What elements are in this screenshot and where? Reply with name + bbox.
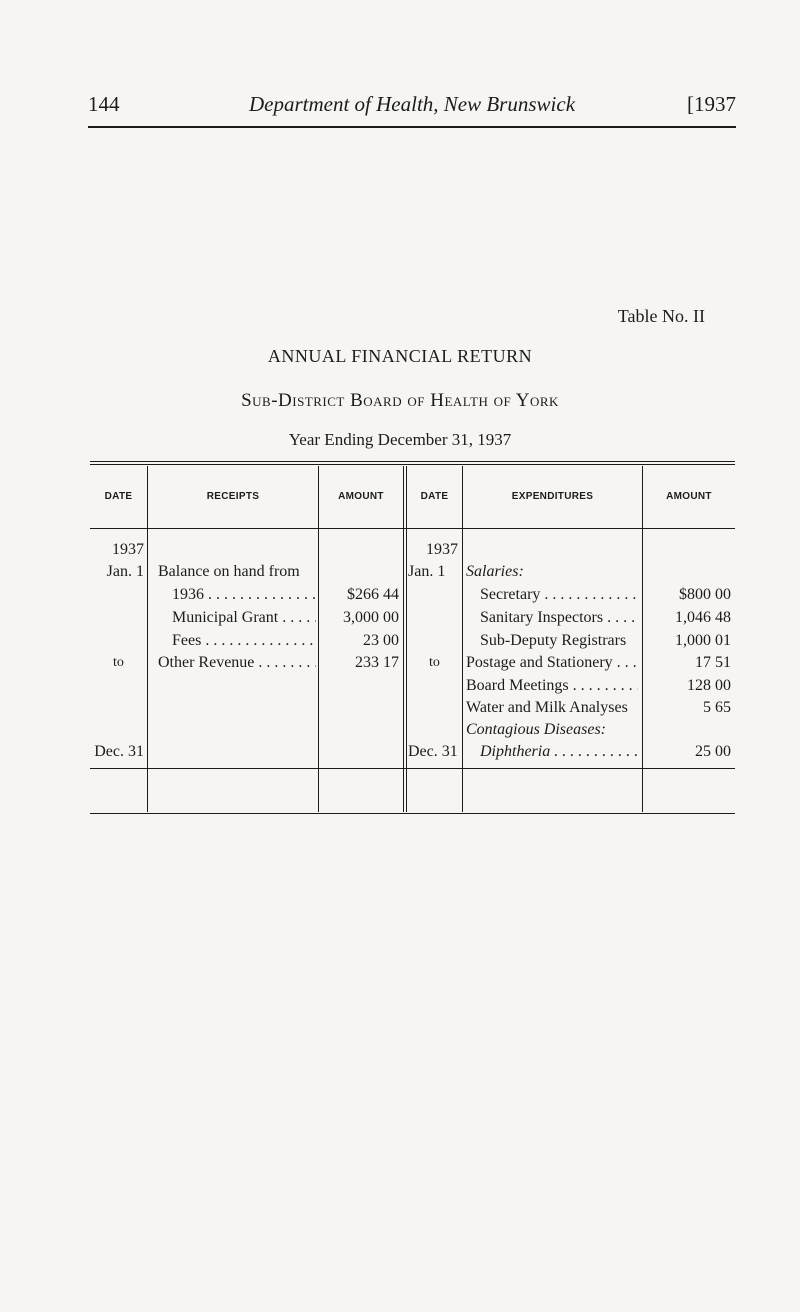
amount-value: 17 51 — [695, 654, 731, 671]
amount-value: 128 00 — [687, 677, 731, 694]
amount-value: 23 00 — [363, 632, 399, 649]
header-rule — [88, 126, 736, 128]
list-item: Balance on hand from — [158, 563, 300, 580]
amount-value: 1,000 01 — [675, 632, 731, 649]
section-heading: Contagious Diseases: — [466, 721, 606, 738]
list-item: Sub-Deputy Registrars — [480, 632, 627, 649]
page-number: 144 — [88, 92, 120, 116]
col-divider — [147, 466, 148, 812]
list-item: Board Meetings . . . — [466, 675, 638, 697]
amount-value: 1,046 48 — [675, 609, 731, 626]
list-item: 1936 . . . — [172, 584, 316, 606]
table-bottom-rule — [90, 813, 735, 814]
receipts-date-year: 1937 — [112, 541, 144, 558]
report-subtitle: Sub-District Board of Health of York — [241, 390, 559, 411]
list-item: Other Revenue . . . — [158, 652, 316, 674]
report-title: ANNUAL FINANCIAL RETURN — [267, 346, 533, 366]
col-divider — [642, 466, 643, 812]
receipts-date-start: Jan. 1 — [106, 563, 144, 580]
receipts-date-to: to — [113, 655, 124, 670]
col-divider — [462, 466, 463, 812]
header-bottom-rule — [90, 528, 735, 529]
table-top-rule — [90, 461, 735, 462]
col-divider — [406, 466, 407, 812]
page-header — [88, 92, 736, 122]
col-header-amount: AMOUNT — [338, 491, 384, 502]
table-top-rule-2 — [90, 464, 735, 465]
receipts-date-end: Dec. 31 — [94, 743, 144, 760]
expenditure-date-start: Jan. 1 — [408, 563, 446, 580]
amount-value: $266 44 — [347, 586, 399, 603]
running-title: Department of Health, New Brunswick — [248, 92, 576, 116]
col-header-expenditures: EXPENDITURES — [511, 491, 594, 502]
col-divider — [318, 466, 319, 812]
list-item: Sanitary Inspectors . . . — [480, 607, 638, 629]
list-item: Postage and Stationery . . . — [466, 652, 638, 674]
list-item: Secretary . . . — [480, 584, 638, 606]
col-header-date-2: DATE — [420, 491, 449, 502]
total-top-rule — [90, 768, 735, 769]
year-ending: Year Ending December 31, 1937 — [288, 430, 512, 449]
col-header-receipts: RECEIPTS — [206, 491, 260, 502]
expenditure-date-year: 1937 — [426, 541, 458, 558]
col-header-date: DATE — [104, 491, 133, 502]
col-divider — [403, 466, 404, 812]
amount-value: 3,000 00 — [343, 609, 399, 626]
list-item: Municipal Grant . . . — [172, 607, 316, 629]
table-number: Table No. II — [617, 306, 705, 326]
amount-value: 233 17 — [355, 654, 399, 671]
expenditure-date-end: Dec. 31 — [408, 743, 458, 760]
header-year: [1937 — [687, 92, 736, 116]
section-heading: Salaries: — [466, 563, 524, 580]
col-header-amount-2: AMOUNT — [666, 491, 712, 502]
list-item: Water and Milk Analyses — [466, 699, 628, 716]
amount-value: 25 00 — [695, 743, 731, 760]
list-item: Diphtheria . . . — [480, 741, 638, 763]
amount-value: $800 00 — [679, 586, 731, 603]
expenditure-date-to: to — [429, 655, 440, 670]
list-item: Fees . . . — [172, 630, 316, 652]
amount-value: 5 65 — [703, 699, 731, 716]
